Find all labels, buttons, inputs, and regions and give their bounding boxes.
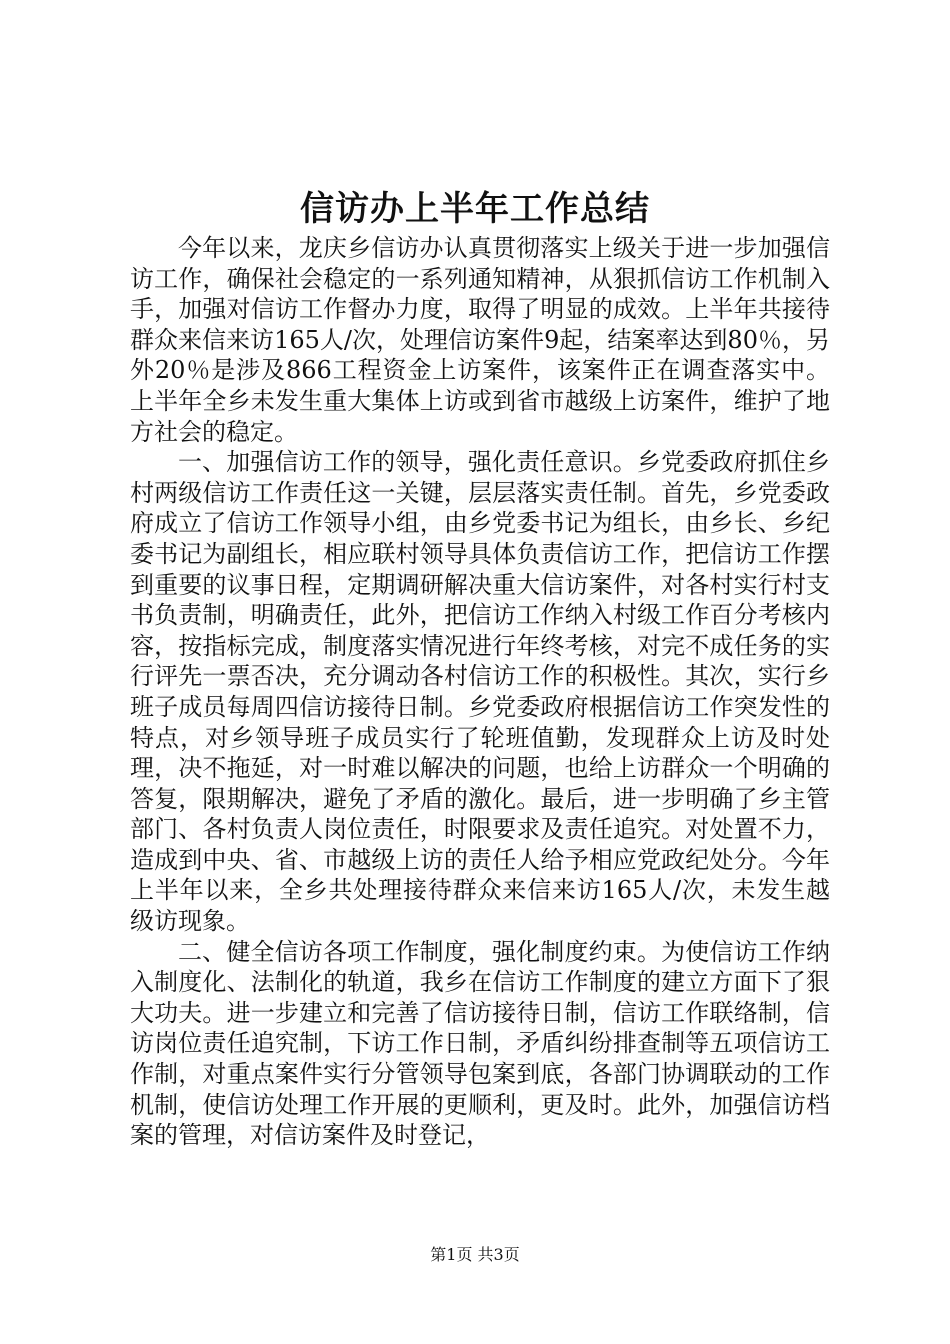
document-title: 信访办上半年工作总结 (300, 189, 650, 229)
paragraph-section-2: 二、健全信访各项工作制度，强化制度约束。为使信访工作纳入制度化、法制化的轨道，我乡在信访工作制度的建立方面下了狠大功夫。进一步建立和完善了信访接待日制，信访工作联络制，信访岗位责任追究制，下访工作日制，矛盾纠纷排查制等五项信访工作制，对重点案件实行分管领导包案到底，各部门协调联动的工作机制，使信访处理工作开展的更顺利，更及时。此外，加强信访档案的管理，对信访案件及时登记， (130, 937, 830, 1150)
document-body (130, 233, 830, 1151)
paragraph-intro: 今年以来，龙庆乡信访办认真贯彻落实上级关于进一步加强信访工作，确保社会稳定的一系列通知精神，从狠抓信访工作机制入手，加强对信访工作督办力度，取得了明显的成效。上半年共接待群众来信来访165人/次，处理信访案件9起，结案率达到80％，另外20％是涉及866工程资金上访案件，该案件正在调查落实中。上半年全乡未发生重大集体上访或到省市越级上访案件，维护了地方社会的稳定。 (130, 234, 830, 446)
page-number-footer: 第1页 共3页 (430, 1245, 520, 1264)
paragraph-section-1: 一、加强信访工作的领导，强化责任意识。乡党委政府抓住乡村两级信访工作责任这一关键，层层落实责任制。首先，乡党委政府成立了信访工作领导小组，由乡党委书记为组长，由乡长、乡纪委书记为副组长，相应联村领导具体负责信访工作，把信访工作摆到重要的议事日程，定期调研解决重大信访案件，对各村实行村支书负责制，明确责任，此外，把信访工作纳入村级工作百分考核内容，按指标完成，制度落实情况进行年终考核，对完不成任务的实行评先一票否决，充分调动各村信访工作的积极性。其次，实行乡班子成员每周四信访接待日制。乡党委政府根据信访工作突发性的特点，对乡领导班子成员实行了轮班值勤，发现群众上访及时处理，决不拖延，对一时难以解决的问题，也给上访群众一个明确的答复，限期解决，避免了矛盾的激化。最后，进一步明确了乡主管部门、各村负责人岗位责任，时限要求及责任追究。对处置不力，造成到中央、省、市越级上访的责任人给予相应党政纪处分。今年上半年以来，全乡共处理接待群众来信来访165人/次，未发生越级访现象。 (130, 448, 830, 936)
